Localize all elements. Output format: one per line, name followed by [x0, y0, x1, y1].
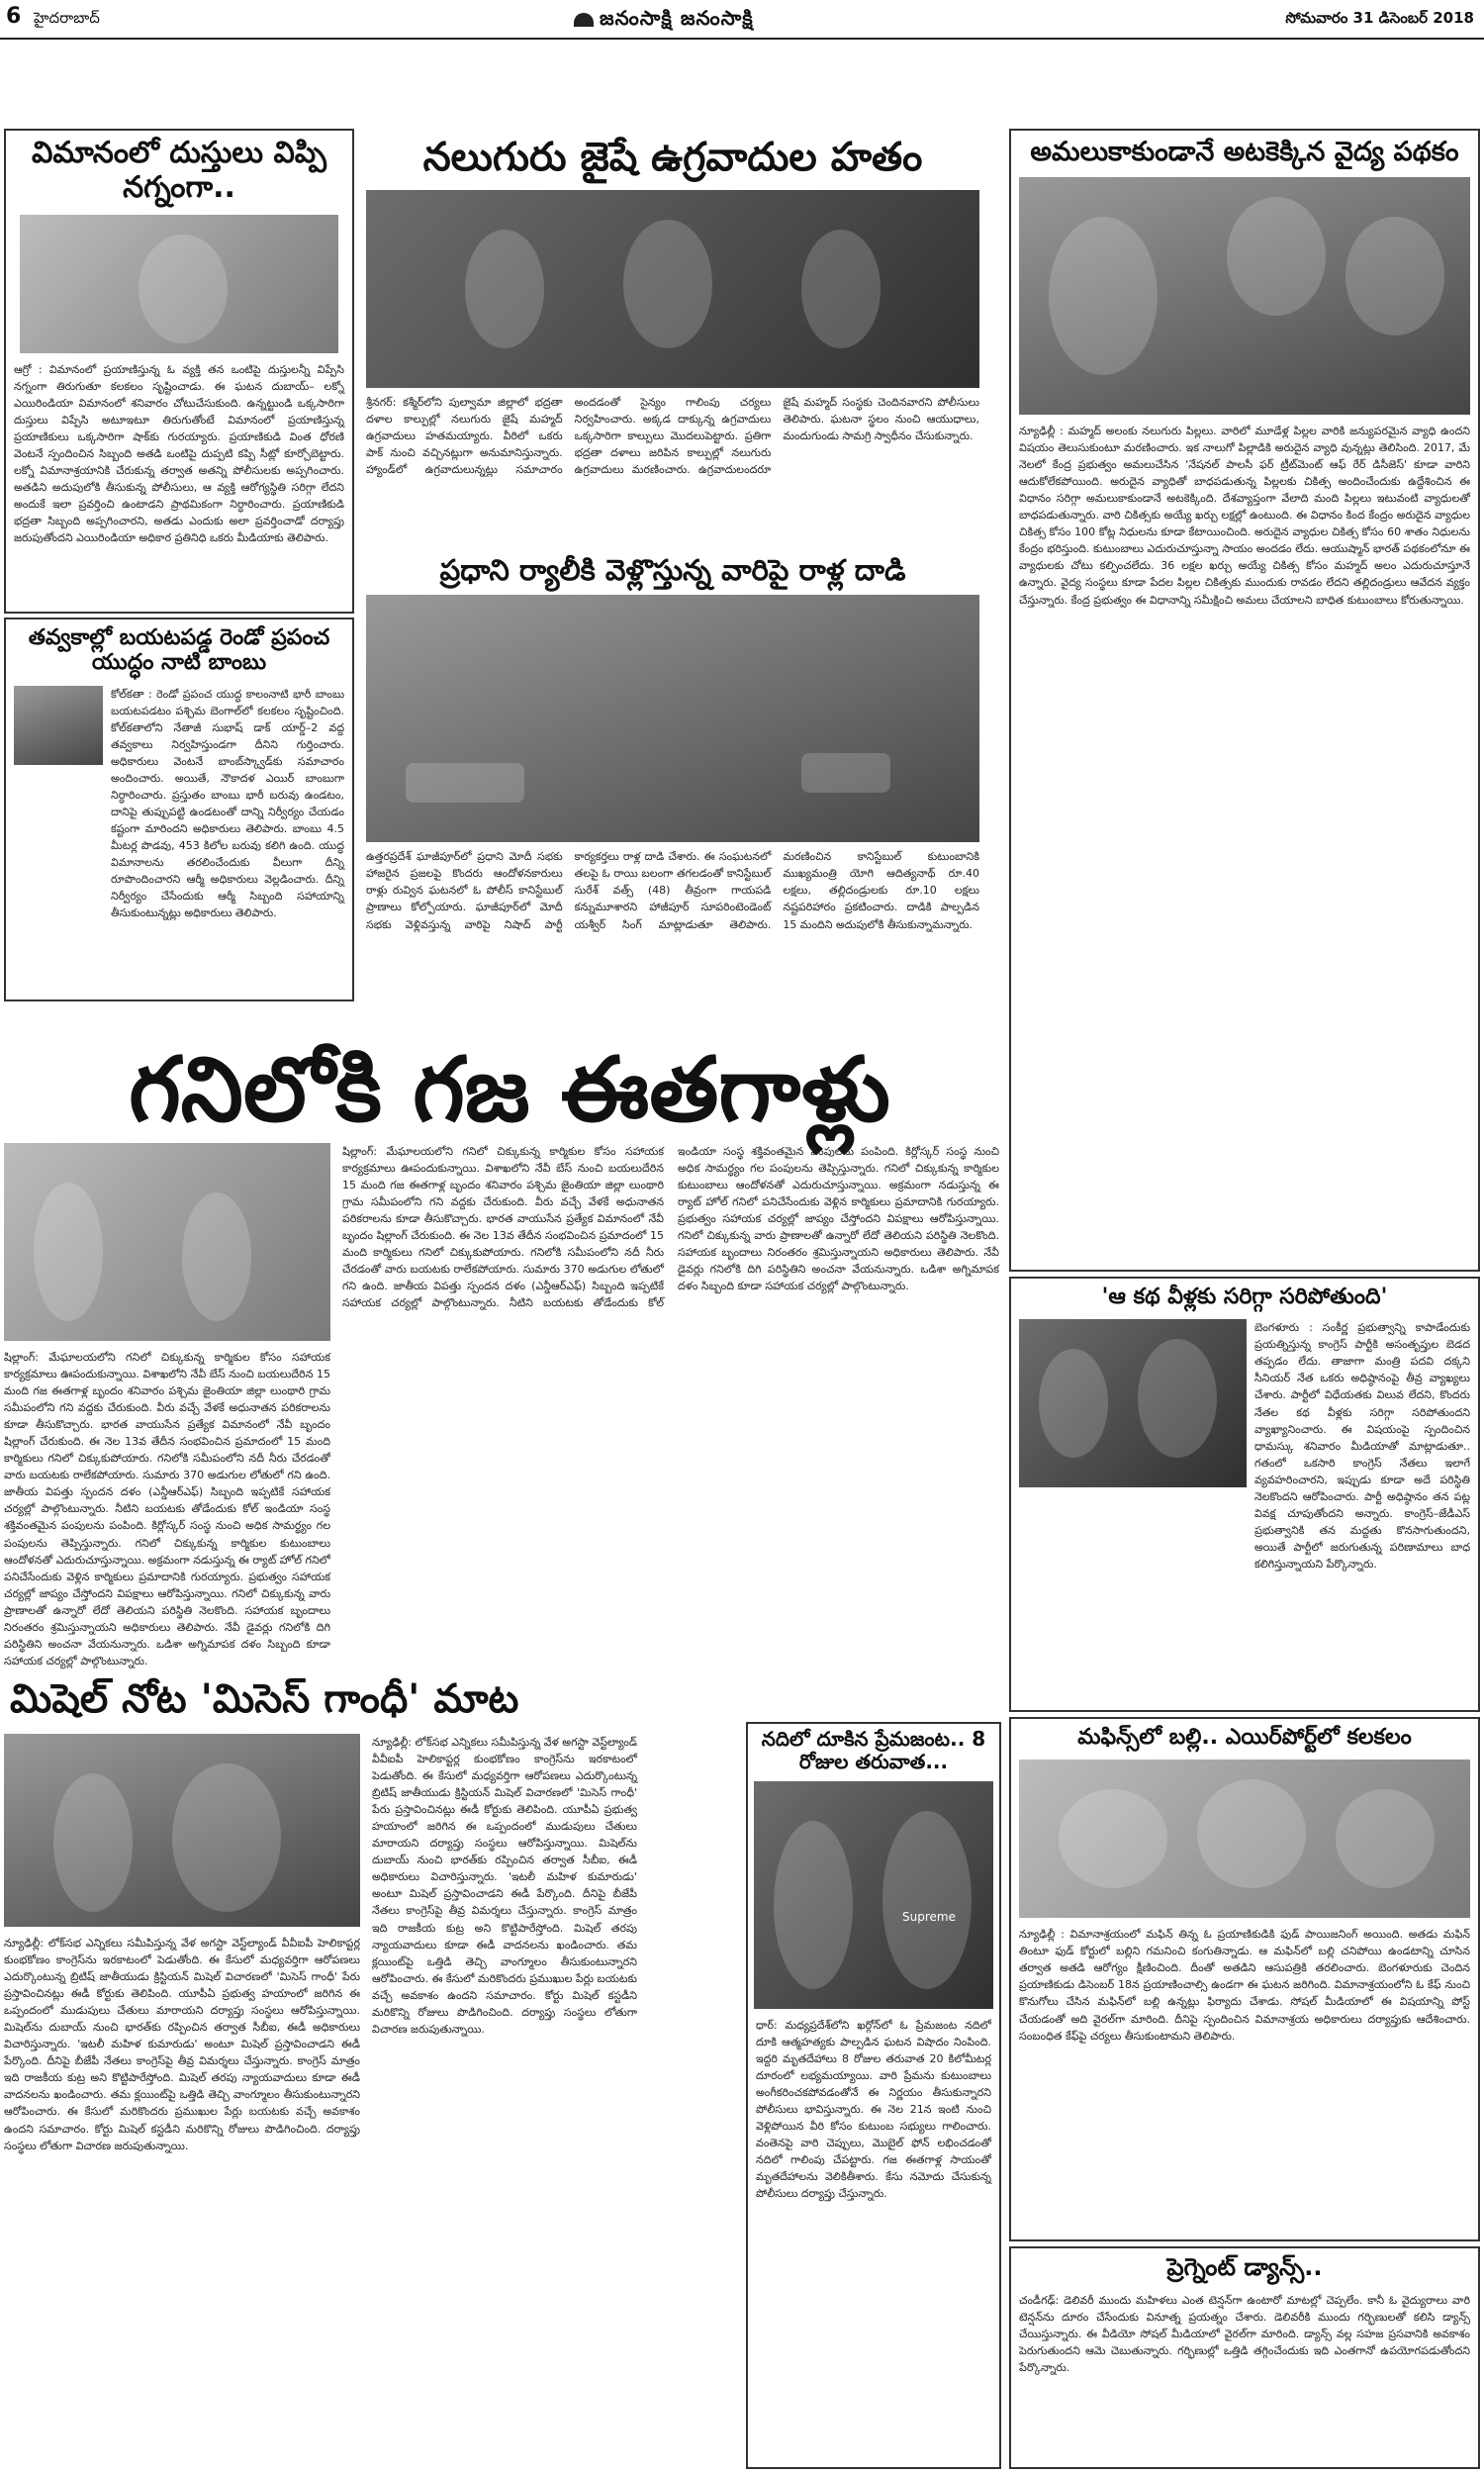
page-number: 6 — [6, 4, 22, 29]
story-plane-headline: విమానంలో దుస్తులు విప్పి నగ్నంగా.. — [32, 136, 326, 205]
person-shape — [172, 1763, 281, 1912]
shirt-text: Supreme — [902, 1910, 956, 1924]
rock-shape — [406, 763, 524, 803]
soldier-shape — [623, 220, 712, 348]
child-shape — [1345, 217, 1444, 335]
story-michel — [4, 1672, 637, 2469]
story-sonia-headline: 'ఆ కథ వీళ్లకు సరిగ్గా సరిపోతుంది' — [1101, 1285, 1388, 1309]
blur-shape — [139, 235, 228, 343]
issue-date: సోమవారం 31 డిసెంబర్ 2018 — [1285, 9, 1474, 27]
masthead — [0, 0, 1484, 40]
story-bomb — [4, 618, 354, 1001]
story-jaish-body: శ్రీనగర్‌: కశ్మీర్‌లోని పుల్వామా జిల్లాలో భద్రతా దళాల కాల్పుల్లో నలుగురు జైషే మహ్మద్‌ ఉగ్రవాదులు హతమయ్యారు. వీరిలో ఒకరు పాక్‌ నుంచి వచ్చినట్లుగా అనుమానిస్తున్నారు. హ్యాండ్‌లో ఉగ్రవాదులున్నట్లు సమాచారం అందడంతో సైన్యం గాలింపు చర్యలు నిర్వహించారు. అక్కడ దాక్కున్న ఉగ్రవాదులు ఒక్కసారిగా కాల్పులు మొదలుపెట్టారు. ప్రతిగా భద్రతా దళాలు జరిపిన కాల్పుల్లో నలుగురు ఉగ్రవాదులు మరణించారు. ఉగ్రవాదులందరూ జైషే మహ్మద్‌ సంస్థకు చెందినవారని పోలీసులు తెలిపారు. ఘటనా స్థలం నుంచి ఆయుధాలు, మందుగుండు సామగ్రి స్వాధీనం చేసుకున్నారు. — [366, 396, 979, 477]
person-shape — [774, 1821, 853, 1989]
newspaper-logo — [574, 6, 754, 35]
story-jaish-photo — [366, 190, 979, 388]
logo-text: జనంసాక్షి జనంసాక్షి — [600, 6, 754, 30]
story-mines-photo — [4, 1143, 330, 1341]
muffin-shape — [1059, 1789, 1167, 1888]
story-mines — [4, 1143, 999, 1667]
story-michel-photo — [4, 1734, 360, 1927]
rock-shape — [801, 753, 890, 793]
story-plane-photo — [20, 215, 338, 353]
story-river-headline: నదిలో దూకిన ప్రేమజంట.. 8 రోజుల తరువాత... — [761, 1727, 986, 1773]
story-ayushman-photo — [1019, 177, 1470, 415]
person-shape — [1049, 217, 1158, 375]
story-river — [746, 1722, 1001, 2469]
story-pregnant-body: చండీగఢ్‌: డెలివరీ ముందు మహిళలు ఎంత టెన్షన్‌గా ఉంటారో మాటల్లో చెప్పలేం. కానీ ఓ వైద్యురాలు వారి టెన్షన్‌ను దూరం చేసేందుకు వినూత్న ప్రయత్నం చేశారు. డెలివరీకి ముందు గర్భిణులతో కలిసి డ్యాన్స్‌ చేయిస్తున్నారు. ఈ వీడియో సోషల్‌ మీడియాలో వైరల్‌గా మారింది. డ్యాన్స్‌ వల్ల సహజ ప్రసవానికి అవకాశం పెరుగుతుందని ఆమె చెబుతున్నారు. గర్భిణుల్లో ఒత్తిడి తగ్గించేందుకు ఇది ఎంతగానో ఉపయోగపడుతోందని పేర్కొన్నారు. — [1019, 2293, 1470, 2374]
story-mines-headline: గనిలోకి గజ ఈతగాళ్లు — [129, 1038, 890, 1142]
rescuer-shape — [34, 1183, 103, 1321]
story-ayushman — [1009, 129, 1480, 1272]
story-pregnant — [1009, 2246, 1480, 2469]
story-river-photo — [754, 1781, 993, 2009]
soldier-shape — [465, 230, 544, 348]
story-bomb-body: కోల్‌కతా : రెండో ప్రపంచ యుద్ధ కాలంనాటి భారీ బాంబు బయటపడటం పశ్చిమ బెంగాల్‌లో కలకలం సృష్టించింది. కోల్‌కతాలోని నేతాజీ సుభాష్‌ డాక్‌ యార్డ్‌–2 వద్ద తవ్వకాలు నిర్వహిస్తుండగా దీనిని గుర్తించారు. అధికారులు వెంటనే బాంబ్‌స్క్వాడ్‌కు సమాచారం అందించారు. అయితే, నౌకాదళ ఎయిర్‌ బాంబుగా నిర్ధారించారు. ప్రస్తుతం బాంబు భారీ బరువు ఉండటం, దానిపై తుప్పుపట్టి ఉండటంతో దాన్ని నిర్వీర్యం చేయడం కష్టంగా మారిందని అధికారులు తెలిపారు. బాంబు 4.5 మీటర్ల పొడవు, 453 కిలోల బరువు కలిగి ఉంది. యుద్ధ విమానాలను తరలించేందుకు వీలుగా దీన్ని రూపొందించారని ఆర్మీ అధికారులు వెల్లడించారు. దీన్ని నిర్వీర్యం చేసేందుకు ఆర్మీ సిబ్బంది సహాయాన్ని తీసుకుంటున్నట్లు అధికారులు తెలిపారు. — [111, 687, 344, 920]
story-bomb-headline: తవ్వకాల్లో బయటపడ్డ రెండో ప్రపంచ యుద్ధం నాటి బాంబు — [28, 625, 330, 676]
story-mines-body-cont: షిల్లాంగ్‌: మేఘాలయలోని గనిలో చిక్కుకున్న కార్మికుల కోసం సహాయక కార్యక్రమాలు ఊపందుకున్నాయి. విశాఖలోని నేవీ బేస్‌ నుంచి బయలుదేరిన 15 మంది గజ ఈతగాళ్ల బృందం శనివారం పశ్చిమ జైంతియా జిల్లా లుంథారి గ్రామ సమీపంలోని గని వద్దకు చేరుకుంది. వీరు వచ్చే వేళకే అధునాతన పరికరాలను కూడా తీసుకొచ్చారు. భారత వాయుసేన ప్రత్యేక విమానంలో నేవీ బృందం షిల్లాంగ్‌ చేరుకుంది. ఈ నెల 13వ తేదీన సంభవించిన ప్రమాదంలో 15 మంది కార్మికులు గనిలో చిక్కుకుపోయారు. గనిలోకి సమీపంలోని నదీ నీరు చేరడంతో వారు బయటకు రాలేకపోయారు. సుమారు 370 అడుగుల లోతులో గని ఉంది. జాతీయ విపత్తు స్పందన దళం (ఎన్డీఆర్‌ఎఫ్‌) సిబ్బంది ఇప్పటికే సహాయక చర్యల్లో పాల్గొంటున్నారు. నీటిని బయటకు తోడేందుకు కోల్‌ ఇండియా సంస్థ శక్తివంతమైన పంపులను పంపింది. కిర్లోస్కర్‌ సంస్థ నుంచి అధిక సామర్థ్యం గల పంపులను తెప్పిస్తున్నారు. గనిలో చిక్కుకున్న కార్మికుల కుటుంబాలు ఆందోళనతో ఎదురుచూస్తున్నాయి. అక్రమంగా నడుస్తున్న ఈ ర్యాట్‌ హోల్‌ గనిలో పనిచేసేందుకు వెళ్లిన కార్మికులు ప్రమాదానికి గురయ్యారు. ప్రభుత్వం సహాయక చర్యల్లో జాప్యం చేస్తోందని విపక్షాలు ఆరోపిస్తున్నాయి. గనిలో చిక్కుకున్న వారు ప్రాణాలతో ఉన్నారో లేదో తెలియని పరిస్థితి నెలకొంది. సహాయక బృందాలు నిరంతరం శ్రమిస్తున్నాయని అధికారులు తెలిపారు. నేవీ డైవర్లు గనిలోకి దిగి పరిస్థితిని అంచనా వేయనున్నారు. ఒడిశా అగ్నిమాపక దళం సిబ్బంది కూడా సహాయక చర్యల్లో పాల్గొంటున్నారు. — [342, 1145, 999, 1310]
rescuer-shape — [182, 1192, 251, 1321]
story-stones — [366, 550, 979, 1025]
story-mines-body: షిల్లాంగ్‌: మేఘాలయలోని గనిలో చిక్కుకున్న కార్మికుల కోసం సహాయక కార్యక్రమాలు ఊపందుకున్నాయి. విశాఖలోని నేవీ బేస్‌ నుంచి బయలుదేరిన 15 మంది గజ ఈతగాళ్ల బృందం శనివారం పశ్చిమ జైంతియా జిల్లా లుంథారి గ్రామ సమీపంలోని గని వద్దకు చేరుకుంది. వీరు వచ్చే వేళకే అధునాతన పరికరాలను కూడా తీసుకొచ్చారు. భారత వాయుసేన ప్రత్యేక విమానంలో నేవీ బృందం షిల్లాంగ్‌ చేరుకుంది. ఈ నెల 13వ తేదీన సంభవించిన ప్రమాదంలో 15 మంది కార్మికులు గనిలో చిక్కుకుపోయారు. గనిలోకి సమీపంలోని నదీ నీరు చేరడంతో వారు బయటకు రాలేకపోయారు. సుమారు 370 అడుగుల లోతులో గని ఉంది. జాతీయ విపత్తు స్పందన దళం (ఎన్డీఆర్‌ఎఫ్‌) సిబ్బంది ఇప్పటికే సహాయక చర్యల్లో పాల్గొంటున్నారు. నీటిని బయటకు తోడేందుకు కోల్‌ ఇండియా సంస్థ శక్తివంతమైన పంపులను పంపింది. కిర్లోస్కర్‌ సంస్థ నుంచి అధిక సామర్థ్యం గల పంపులను తెప్పిస్తున్నారు. గనిలో చిక్కుకున్న కార్మికుల కుటుంబాలు ఆందోళనతో ఎదురుచూస్తున్నాయి. అక్రమంగా నడుస్తున్న ఈ ర్యాట్‌ హోల్‌ గనిలో పనిచేసేందుకు వెళ్లిన కార్మికులు ప్రమాదానికి గురయ్యారు. ప్రభుత్వం సహాయక చర్యల్లో జాప్యం చేస్తోందని విపక్షాలు ఆరోపిస్తున్నాయి. గనిలో చిక్కుకున్న వారు ప్రాణాలతో ఉన్నారో లేదో తెలియని పరిస్థితి నెలకొంది. సహాయక బృందాలు నిరంతరం శ్రమిస్తున్నాయని అధికారులు తెలిపారు. నేవీ డైవర్లు గనిలోకి దిగి పరిస్థితిని అంచనా వేయనున్నారు. ఒడిశా అగ్నిమాపక దళం సిబ్బంది కూడా సహాయక చర్యల్లో పాల్గొంటున్నారు. — [4, 1351, 330, 1667]
story-ayushman-body: న్యూఢిల్లీ : మహ్మద్‌ అలంకు నలుగురు పిల్లలు. వారిలో మూడేళ్ల పిల్లల వారికి జన్యుపరమైన వ్యాధి ఉందని విషయం తెలుసుకుంటూ మరణించారు. ఇక నాలుగో పిల్లాడికి అరుదైన వ్యాధి వున్నట్లు తెలిసింది. 2017, మే నెలలో కేంద్ర ప్రభుత్వం అమలుచేసిన 'నేషనల్‌ పాలసీ ఫర్‌ ట్రీట్‌మెంట్‌ ఆఫ్‌ రేర్‌ డిసీజెస్‌' కూడా వారిని ఆదుకోలేకపోయింది. అరుదైన వ్యాధితో బాధపడుతున్న పిల్లలకు చికిత్స అందించేందుకు ఉద్దేశించిన ఈ విధానం సరిగ్గా అమలుకాకుండానే అటకెక్కింది. దేశవ్యాప్తంగా వేలాది మంది పిల్లలు ఇటువంటి వ్యాధులతో బాధపడుతున్నారు. వారి చికిత్సకు అయ్యే ఖర్చు లక్షల్లో ఉంటుంది. ఈ విధానం కింద కేంద్రం అరుదైన వ్యాధుల చికిత్స కోసం 100 కోట్ల నిధులను కూడా కేటాయించింది. అరుదైన వ్యాధుల చికిత్స కోసం 60 శాతం నిధులను కేంద్రం భరిస్తుంది. కుటుంబాలు ఎదురుచూస్తున్నా సాయం అందడం లేదు. ఆయుష్మాన్‌ భారత్‌ పథకంలోనూ ఈ వ్యాధులకు చోటు కల్పించలేదు. 36 లక్షల ఖర్చు అయ్యే చికిత్స కోసం మహ్మద్‌ అలం ఎదురుచూస్తూనే ఉన్నారు. వైద్య సంస్థలు కూడా పేదల పిల్లల చికిత్సకు ముందుకు రావడం లేదని తల్లిదండ్రులు ఆవేదన వ్యక్తం చేస్తున్నారు. కేంద్ర ప్రభుత్వం ఈ విధానాన్ని సమీక్షించి అమలు చేయాలని బాధిత కుటుంబాలు కోరుతున్నాయి. — [1019, 425, 1470, 607]
story-michel-body: న్యూఢిల్లీ: లోక్‌సభ ఎన్నికలు సమీపిస్తున్న వేళ అగస్టా వెస్ట్‌ల్యాండ్‌ వీవీఐపీ హెలికాప్టర్ల కుంభకోణం కాంగ్రెస్‌ను ఇరకాటంలో పెడుతోంది. ఈ కేసులో మధ్యవర్తిగా ఆరోపణలు ఎదుర్కొంటున్న బ్రిటిష్‌ జాతీయుడు క్రిస్టియన్‌ మిషెల్‌ విచారణలో 'మిసెస్‌ గాంధీ' పేరు ప్రస్తావించినట్లు ఈడీ కోర్టుకు తెలిపింది. యూపీఏ ప్రభుత్వ హయాంలో జరిగిన ఈ ఒప్పందంలో ముడుపులు చేతులు మారాయని దర్యాప్తు సంస్థలు ఆరోపిస్తున్నాయి. మిషెల్‌ను దుబాయ్‌ నుంచి భారత్‌కు రప్పించిన తర్వాత సీబీఐ, ఈడీ అధికారులు విచారిస్తున్నారు. 'ఇటలీ మహిళ కుమారుడు' అంటూ మిషెల్‌ ప్రస్తావించాడని ఈడీ పేర్కొంది. దీనిపై బీజేపీ నేతలు కాంగ్రెస్‌పై తీవ్ర విమర్శలు చేస్తున్నారు. కాంగ్రెస్‌ మాత్రం ఇది రాజకీయ కుట్ర అని కొట్టిపారేస్తోంది. మిషెల్‌ తరపు న్యాయవాదులు కూడా ఈడీ వాదనలను ఖండించారు. తమ క్లయింట్‌పై ఒత్తిడి తెచ్చి వాంగ్మూలం తీసుకుంటున్నారని ఆరోపించారు. ఈ కేసులో మరికొందరు ప్రముఖుల పేర్లు బయటకు వచ్చే అవకాశం ఉందని సమాచారం. కోర్టు మిషెల్‌ కస్టడీని మరికొన్ని రోజులు పొడిగించింది. దర్యాప్తు సంస్థలు లోతుగా విచారణ జరుపుతున్నాయి. — [4, 1937, 360, 2152]
story-sonia-photo — [1019, 1319, 1247, 1487]
sun-logo-icon — [574, 13, 594, 27]
person-shape — [1138, 1339, 1217, 1458]
story-muffins-body: న్యూఢిల్లీ : విమానాశ్రయంలో మఫిన్‌ తిన్న ఓ ప్రయాణికుడికి ఫుడ్‌ పాయిజనింగ్‌ అయింది. అతడు మఫిన్‌ తింటూ ఫుడ్‌ కోర్టులో బల్లిని గమనించి కంగుతిన్నాడు. ఆ మఫిన్‌లో బల్లి చనిపోయి ఉండటాన్ని చూసిన తర్వాత అతడి ఆరోగ్యం క్షీణించింది. దీంతో అతడిని ఆసుపత్రికి తరలించారు. బెంగళూరుకు చెందిన ప్రయాణికుడు డిసెంబర్‌ 18న ప్రయాణించాల్సి ఉండగా ఈ ఘటన జరిగింది. విమానాశ్రయంలోని ఓ కేఫ్‌ నుంచి కొనుగోలు చేసిన మఫిన్‌లో బల్లి ఉన్నట్లు ఫిర్యాదు చేశాడు. సోషల్‌ మీడియాలో ఈ విషయాన్ని పోస్ట్‌ చేయడంతో అది వైరల్‌గా మారింది. దీనిపై స్పందించిన విమానాశ్రయ అధికారులు దర్యాప్తుకు ఆదేశించారు. సంబంధిత కేఫ్‌పై చర్యలు తీసుకుంటామని తెలిపారు. — [1019, 1928, 1470, 2043]
story-michel-body-cont: న్యూఢిల్లీ: లోక్‌సభ ఎన్నికలు సమీపిస్తున్న వేళ అగస్టా వెస్ట్‌ల్యాండ్‌ వీవీఐపీ హెలికాప్టర్ల కుంభకోణం కాంగ్రెస్‌ను ఇరకాటంలో పెడుతోంది. ఈ కేసులో మధ్యవర్తిగా ఆరోపణలు ఎదుర్కొంటున్న బ్రిటిష్‌ జాతీయుడు క్రిస్టియన్‌ మిషెల్‌ విచారణలో 'మిసెస్‌ గాంధీ' పేరు ప్రస్తావించినట్లు ఈడీ కోర్టుకు తెలిపింది. యూపీఏ ప్రభుత్వ హయాంలో జరిగిన ఈ ఒప్పందంలో ముడుపులు చేతులు మారాయని దర్యాప్తు సంస్థలు ఆరోపిస్తున్నాయి. మిషెల్‌ను దుబాయ్‌ నుంచి భారత్‌కు రప్పించిన తర్వాత సీబీఐ, ఈడీ అధికారులు విచారిస్తున్నారు. 'ఇటలీ మహిళ కుమారుడు' అంటూ మిషెల్‌ ప్రస్తావించాడని ఈడీ పేర్కొంది. దీనిపై బీజేపీ నేతలు కాంగ్రెస్‌పై తీవ్ర విమర్శలు చేస్తున్నారు. కాంగ్రెస్‌ మాత్రం ఇది రాజకీయ కుట్ర అని కొట్టిపారేస్తోంది. మిషెల్‌ తరపు న్యాయవాదులు కూడా ఈడీ వాదనలను ఖండించారు. తమ క్లయింట్‌పై ఒత్తిడి తెచ్చి వాంగ్మూలం తీసుకుంటున్నారని ఆరోపించారు. ఈ కేసులో మరికొందరు ప్రముఖుల పేర్లు బయటకు వచ్చే అవకాశం ఉందని సమాచారం. కోర్టు మిషెల్‌ కస్టడీని మరికొన్ని రోజులు పొడిగించింది. దర్యాప్తు సంస్థలు లోతుగా విచారణ జరుపుతున్నాయి. — [372, 1736, 637, 2036]
person-shape — [53, 1773, 133, 1912]
edition-city: హైదరాబాద్ — [34, 9, 100, 27]
story-ayushman-headline: అమలుకాకుండానే అటకెక్కిన వైద్య పథకం — [1030, 137, 1459, 167]
story-jaish-headline: నలుగురు జైషే ఉగ్రవాదుల హతం — [422, 135, 923, 180]
person-shape — [1039, 1349, 1108, 1458]
story-jaish — [366, 129, 979, 544]
story-muffins — [1009, 1717, 1480, 2241]
story-michel-headline: మిషెల్‌ నోట 'మిసెస్‌ గాంధీ' మాట — [10, 1676, 519, 1722]
story-plane — [4, 129, 354, 614]
story-sonia-body: బెంగళూరు : సంకీర్ణ ప్రభుత్వాన్ని కాపాడేందుకు ప్రయత్నిస్తున్న కాంగ్రెస్‌ పార్టీకి అసంతృప్తుల బెడద తప్పడం లేదు. తాజాగా మంత్రి పదవి దక్కని సీనియర్‌ నేత ఒకరు అధిష్ఠానంపై తీవ్ర వ్యాఖ్యలు చేశారు. పార్టీలో విధేయతకు విలువ లేదని, కొందరు నేతల కథ వీళ్లకు సరిగ్గా సరిపోతుందని వ్యాఖ్యానించారు. ఈ విషయంపై స్పందించిన ధామస్కు శనివారం మీడియాతో మాట్లాడుతూ.. గతంలో ఒకసారి కాంగ్రెస్‌ నేతలు ఇలాగే వ్యవహరించారని, ఇప్పుడు కూడా అదే పరిస్థితి నెలకొందని ఆరోపించారు. పార్టీ అధిష్ఠానం తన పట్ల వివక్ష చూపుతోందని అన్నారు. కాంగ్రెస్‌–జేడీఎస్‌ ప్రభుత్వానికి తన మద్దతు కొనసాగుతుందని, అయితే పార్టీలో జరుగుతున్న పరిణామాలు బాధ కలిగిస్తున్నాయని పేర్కొన్నారు. — [1254, 1321, 1470, 1571]
soldier-shape — [801, 230, 881, 348]
story-stones-body: ఉత్తరప్రదేశ్‌ ఘాజీపూర్‌లో ప్రధాని మోదీ సభకు హాజరైన ప్రజలపై కొందరు ఆందోళనకారులు రాళ్లు రువ్విన ఘటనలో ఓ పోలీస్‌ కానిస్టేబుల్‌ ప్రాణాలు కోల్పోయారు. ఘాజీపూర్‌లో మోదీ సభకు వెళ్లివస్తున్న వారిపై నిషాద్‌ పార్టీ కార్యకర్తలు రాళ్ల దాడి చేశారు. ఈ సంఘటనలో తలపై ఓ రాయి బలంగా తగలడంతో కానిస్టేబుల్‌ సురేశ్‌ వత్స్‌ (48) తీవ్రంగా గాయపడి కన్నుమూశారని హాజీపూర్‌ సూపరింటెండెంట్‌ యశ్వీర్‌ సింగ్‌ మాట్లాడుతూ తెలిపారు. మరణించిన కానిస్టేబుల్‌ కుటుంబానికి ముఖ్యమంత్రి యోగి ఆదిత్యనాథ్‌ రూ.40 లక్షలు, తల్లిదండ్రులకు రూ.10 లక్షలు నష్టపరిహారం ప్రకటించారు. దాడికి పాల్పడిన 15 మందిని అదుపులోకి తీసుకున్నామన్నారు. — [366, 850, 979, 931]
child-shape — [1227, 197, 1326, 316]
muffin-shape — [1197, 1779, 1306, 1888]
story-plane-body: ఆగ్రో : విమానంలో ప్రయాణిస్తున్న ఓ వ్యక్తి తన ఒంటిపై దుస్తులన్నీ విప్పేసి నగ్నంగా తిరుగుతూ కలకలం సృష్టించాడు. ఈ ఘటన దుబాయ్‌– లక్నో ఎయిరిండియా విమానంలో శనివారం చోటుచేసుకుంది. ఉన్నట్టుండి ఒక్కసారిగా దుస్తులు విప్పేసి అటూఇటూ తిరుగుతోంటే విమానంలో ప్రయాణిస్తున్న ప్రయాణికులు ఒక్కసారిగా షాక్‌కు గురయ్యారు. ప్రయాణికుడి వింత ధోరణి వెంటనే స్పందించిన సిబ్బంది అతడి ఒంటిపై దుప్పటి కప్పి సీట్లో కూర్చోబెట్టారు. లక్నో విమానాశ్రయానికి చేరుకున్న తర్వాత అతన్ని పోలీసులకు అప్పగించారు. అతడిని అదుపులోకి తీసుకున్న పోలీసులు, ఆ వ్యక్తి ఆరోగ్యస్థితి సరిగ్గా లేదని అందుకే ఇలా ప్రవర్తించి ఉంటాడని ప్రాథమికంగా నిర్ధారించారు. ప్రయాణికుడి భద్రతా సిబ్బంది అప్పగించారని, అతడు ఎందుకు అలా ప్రవర్తించాడో దర్యాప్తు జరుపుతోందని ఎయిరిండియా అధికార ప్రతినిధి ఒకరు మీడియాకు తెలిపారు. — [14, 363, 344, 545]
muffin-shape — [1336, 1789, 1435, 1888]
story-sonia — [1009, 1277, 1480, 1712]
story-river-body: ధార్‌: మధ్యప్రదేశ్‌లోని ఖర్గోన్‌లో ఓ ప్రేమజంట నదిలో దూకి ఆత్మహత్యకు పాల్పడిన ఘటన విషాదం నింపింది. ఇద్దరి మృతదేహాలు 8 రోజుల తరువాత 20 కిలోమీటర్ల దూరంలో లభ్యమయ్యాయి. వారి ప్రేమను కుటుంబాలు అంగీకరించకపోవడంతోనే ఈ నిర్ణయం తీసుకున్నారని పోలీసులు భావిస్తున్నారు. ఈ నెల 21న ఇంటి నుంచి వెళ్లిపోయిన వీరి కోసం కుటుంబ సభ్యులు గాలించారు. వంతెనపై వారి చెప్పులు, మొబైల్‌ ఫోన్‌ లభించడంతో నదిలో గాలింపు చేపట్టారు. గజ ఈతగాళ్ల సాయంతో మృతదేహాలను వెలికితీశారు. కేసు నమోదు చేసుకున్న పోలీసులు దర్యాప్తు చేస్తున్నారు. — [756, 2019, 991, 2201]
story-stones-headline: ప్రధాని ర్యాలీకి వెళ్లొస్తున్న వారిపై రాళ్ల దాడి — [439, 553, 906, 587]
story-muffins-photo — [1019, 1760, 1470, 1918]
story-pregnant-headline: ప్రెగ్నెంట్‌ డ్యాన్స్‌.. — [1166, 2253, 1323, 2281]
person-shape — [882, 1811, 972, 1989]
story-muffins-headline: మఫిన్స్‌లో బల్లి.. ఎయిర్‌పోర్ట్‌లో కలకలం — [1077, 1725, 1412, 1750]
story-bomb-photo — [14, 686, 103, 765]
story-stones-photo — [366, 595, 979, 842]
